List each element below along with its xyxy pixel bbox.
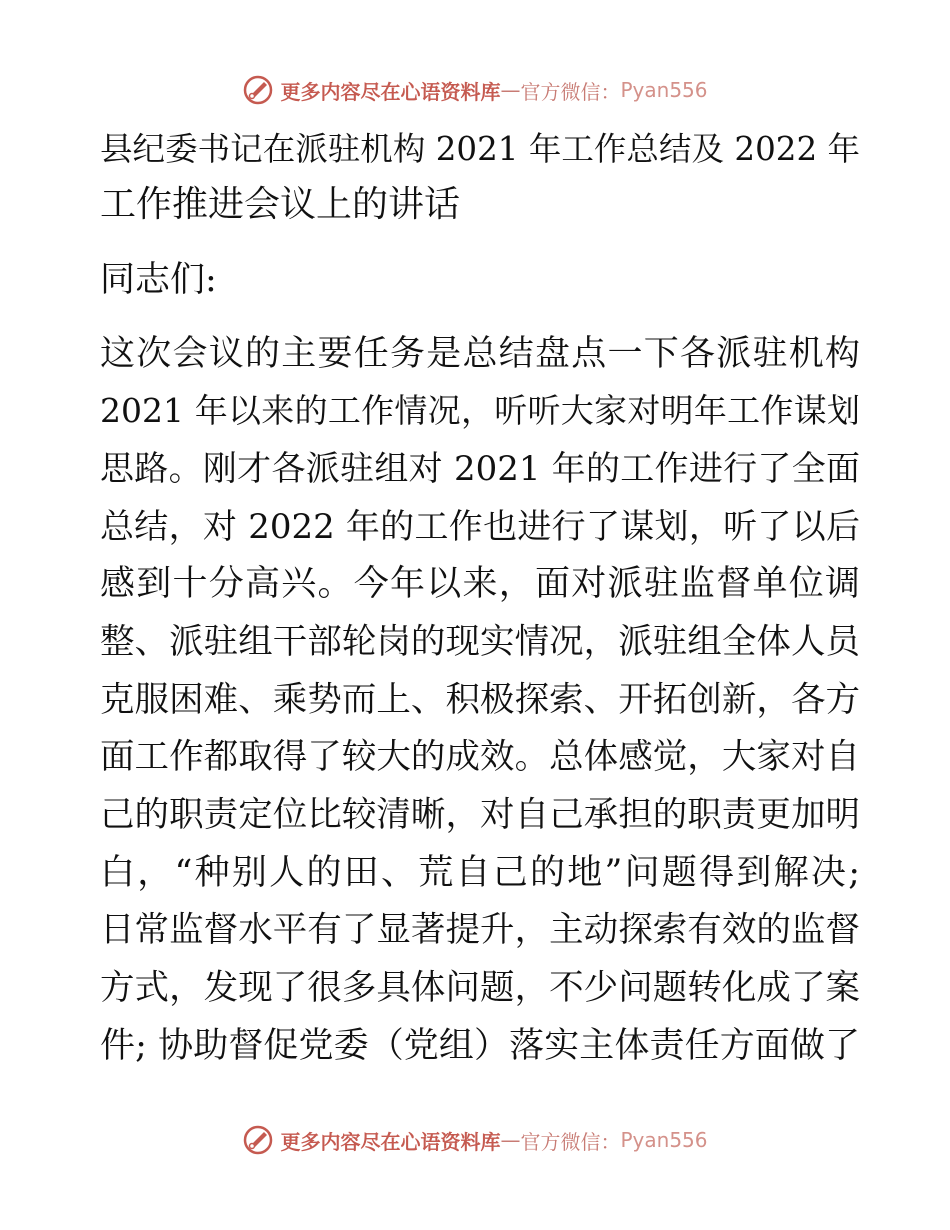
watermark-main-text: 更多内容尽在心语资料库 [280,1129,501,1154]
document-title-line-1: 县纪委书记在派驻机构 2021 年工作总结及 2022 年 [100,130,860,168]
paragraph-line: 件; 协助督促党委（党组）落实主体责任方面做了 [100,1026,860,1066]
watermark-official-label: 官方微信： [520,79,621,104]
watermark-wechat-id: Pyan556 [620,1128,708,1152]
watermark-separator: — [500,1128,521,1152]
paragraph-line: 感到十分高兴。今年以来，面对派驻监督单位调 [100,564,860,604]
paragraph-line: 2021 年以来的工作情况，听听大家对明年工作谋划 [100,391,860,430]
watermark-wechat-id: Pyan556 [620,78,708,102]
document-title-line-2: 工作推进会议上的讲话 [100,184,461,225]
footer-watermark [0,1120,950,1160]
brand-logo-icon [242,1124,274,1156]
salutation: 同志们: [100,260,217,300]
watermark-official-label: 官方微信： [520,1129,621,1154]
header-watermark [0,70,950,110]
paragraph-line: 克服困难、乘势而上、积极探索、开拓创新，各方 [100,680,860,720]
paragraph-line: 方式，发现了很多具体问题，不少问题转化成了案 [100,968,860,1008]
paragraph-line: 总结，对 2022 年的工作也进行了谋划，听了以后 [100,507,860,547]
watermark-separator: — [500,78,521,102]
paragraph-line: 面工作都取得了较大的成效。总体感觉，大家对自 [100,737,860,777]
paragraph-line: 白，“种别人的田、荒自己的地”问题得到解决; [100,853,860,893]
paragraph-line: 己的职责定位比较清晰，对自己承担的职责更加明 [100,795,860,835]
brand-logo-icon [242,74,274,106]
paragraph-line: 思路。刚才各派驻组对 2021 年的工作进行了全面 [100,449,860,489]
paragraph-line: 日常监督水平有了显著提升，主动探索有效的监督 [100,910,860,950]
paragraph-line: 这次会议的主要任务是总结盘点一下各派驻机构 [100,334,860,374]
paragraph-line: 整、派驻组干部轮岗的现实情况，派驻组全体人员 [100,622,860,662]
watermark-main-text: 更多内容尽在心语资料库 [280,79,501,104]
